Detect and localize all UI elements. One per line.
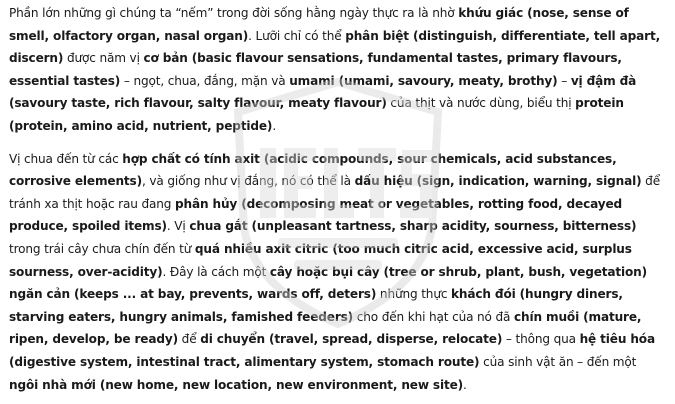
vocab-term: cây hoặc bụi cây (tree or shrub, plant, bush, vegetation) <box>269 264 648 279</box>
text-run: những thực <box>376 287 452 302</box>
vocab-term: hợp chất có tính axit (acidic compounds, sour chemicals, acid substances, corrosive elements) <box>9 151 617 189</box>
vocab-term: quá nhiều axit citric (too much citric acid, excessive acid, surplus sourness, over-acidity) <box>9 241 632 279</box>
vocab-term: khứu giác (nose, sense of smell, olfactory organ, nasal organ) <box>9 6 629 43</box>
text-run: , và giống như vị đắng, nó có thể là <box>141 174 355 189</box>
text-run: trong trái cây chưa chín đến từ <box>9 241 195 256</box>
text-run: . <box>463 377 467 392</box>
text-run: của thịt và nước dùng, biểu thị <box>386 96 576 111</box>
text-run: . Lưỡi chỉ có thể <box>248 28 346 43</box>
vocab-term: hệ tiêu hóa (digestive system, intestinal tract, alimentary system, stomach route) <box>9 332 655 369</box>
text-run: để tránh xa thịt hoặc rau đang <box>9 174 660 211</box>
text-run: – <box>557 73 571 88</box>
text-run: được năm vị <box>63 51 144 66</box>
vocab-term: chín muồi (mature, ripen, develop, be ready) <box>9 309 642 347</box>
text-run: cho đến khi hạt của nó đã <box>353 309 514 324</box>
vocab-term: phân biệt (distinguish, differentiate, tell apart, discern) <box>9 28 661 66</box>
vocab-term: chua gắt (unpleasant tartness, sharp acidity, sourness, bitterness) <box>189 219 637 234</box>
text-run: Vị chua đến từ các <box>9 151 123 166</box>
document-body <box>9 2 669 404</box>
vocab-term: dấu hiệu (sign, indication, warning, signal) <box>354 174 642 189</box>
vocab-term: khách đói (hungry diners, starving eaters, hungry animals, famished feeders) <box>9 287 623 324</box>
text-run: để <box>177 332 201 347</box>
text-run: . <box>272 118 277 133</box>
vocab-term: umami (umami, savoury, meaty, brothy) <box>289 73 558 88</box>
paragraph-1 <box>9 2 669 138</box>
text-run: . Vị <box>166 219 190 234</box>
paragraph-2 <box>9 148 669 397</box>
vocab-term: cơ bản (basic flavour sensations, fundamental tastes, primary flavours, essential tastes) <box>9 51 622 88</box>
vocab-term: di chuyển (travel, spread, disperse, relocate) <box>200 332 503 347</box>
vocab-term: phân hủy (decomposing meat or vegetables, rotting food, decayed produce, spoiled items) <box>9 196 623 234</box>
text-run: của sinh vật ăn – đến một <box>479 354 637 369</box>
text-run: . Đây là cách một <box>162 264 270 279</box>
text-run: – ngọt, chua, đắng, mặn và <box>120 73 290 88</box>
text-run: – thông qua <box>502 332 580 347</box>
text-run: Phần lớn những gì chúng ta “nếm” trong đời sống hằng ngày thực ra là nhờ <box>9 6 459 20</box>
vocab-term: ngôi nhà mới (new home, new location, new environment, new site) <box>9 377 464 392</box>
vocab-term: ngăn cản (keeps ... at bay, prevents, wards off, deters) <box>9 287 377 302</box>
vocab-term: protein (protein, amino acid, nutrient, peptide) <box>9 96 624 133</box>
vocab-term: vị đậm đà (savoury taste, rich flavour, salty flavour, meaty flavour) <box>9 73 637 111</box>
